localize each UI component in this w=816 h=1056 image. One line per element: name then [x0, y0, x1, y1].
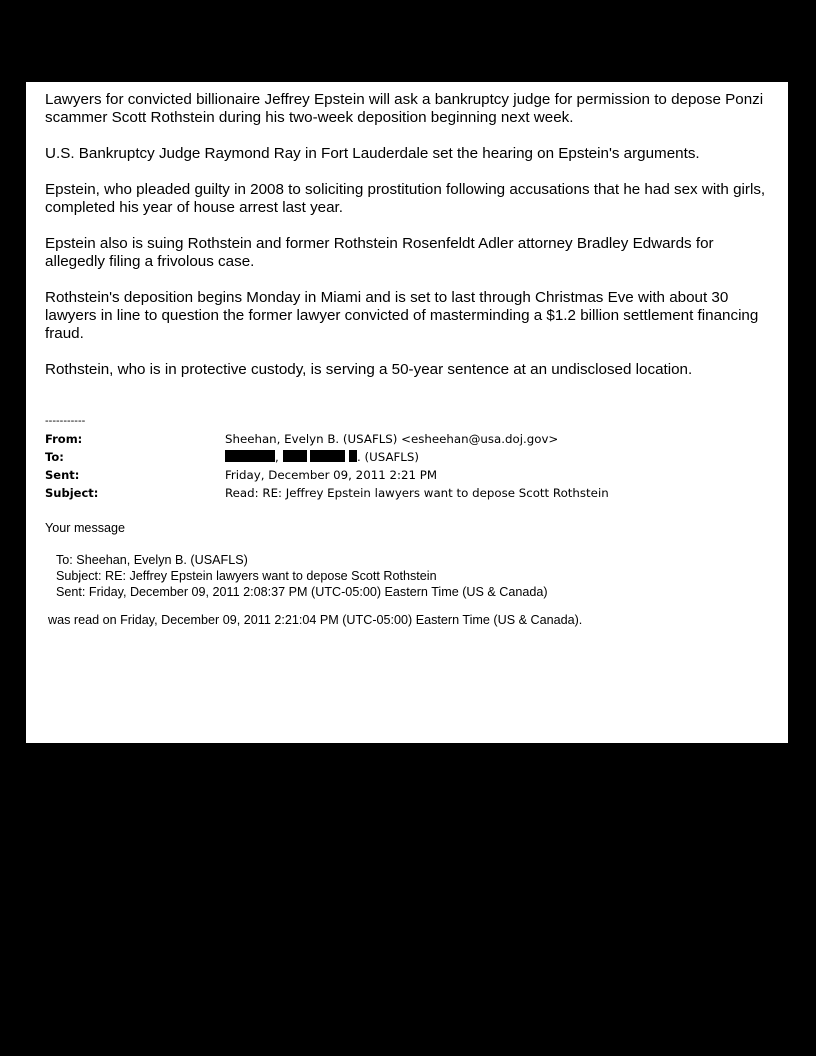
subject-label: Subject:	[45, 486, 99, 500]
receipt-details	[56, 552, 548, 600]
to-value	[225, 448, 419, 466]
article-paragraph: Rothstein's deposition begins Monday in Miami and is set to last through Christmas Eve with about 30 lawyers in line to question the former lawyer convicted of masterminding a $1.2 billion settlement financing fraud.	[45, 289, 759, 342]
redaction-block	[225, 450, 275, 462]
subject-row	[45, 484, 765, 502]
receipt-read-line: was read on Friday, December 09, 2011 2:21:04 PM (UTC-05:00) Eastern Time (US & Canada).	[48, 613, 583, 627]
from-label: From:	[45, 432, 83, 446]
redaction-block	[349, 450, 357, 462]
to-comma: ,	[275, 450, 279, 464]
redaction-block	[310, 450, 345, 462]
receipt-to-line: To: Sheehan, Evelyn B. (USAFLS)	[56, 553, 248, 567]
email-divider: -----------	[45, 415, 86, 427]
from-row	[45, 430, 765, 448]
receipt-subject-line: Subject: RE: Jeffrey Epstein lawyers want to depose Scott Rothstein	[56, 569, 437, 583]
redaction-block	[283, 450, 307, 462]
from-value: Sheehan, Evelyn B. (USAFLS) <esheehan@usa.doj.gov>	[225, 432, 559, 446]
article-paragraph: U.S. Bankruptcy Judge Raymond Ray in Fort Lauderdale set the hearing on Epstein's arguments.	[45, 145, 700, 162]
subject-value: Read: RE: Jeffrey Epstein lawyers want to depose Scott Rothstein	[225, 486, 609, 500]
email-header	[45, 430, 765, 502]
article-paragraph: Epstein also is suing Rothstein and former Rothstein Rosenfeldt Adler attorney Bradley Edwards for allegedly filing a frivolous case.	[45, 235, 714, 270]
receipt-sent-line: Sent: Friday, December 09, 2011 2:08:37 PM (UTC-05:00) Eastern Time (US & Canada)	[56, 585, 548, 599]
article-body	[45, 91, 775, 397]
to-label: To:	[45, 450, 64, 464]
article-paragraph: Lawyers for convicted billionaire Jeffrey Epstein will ask a bankruptcy judge for permission to depose Ponzi scammer Scott Rothstein during his two-week deposition beginning next week.	[45, 91, 764, 126]
to-suffix: . (USAFLS)	[357, 450, 419, 464]
receipt-intro: Your message	[45, 521, 126, 535]
document-page	[26, 82, 788, 743]
sent-row	[45, 466, 765, 484]
sent-value: Friday, December 09, 2011 2:21 PM	[225, 468, 437, 482]
article-paragraph: Epstein, who pleaded guilty in 2008 to soliciting prostitution following accusations that he had sex with girls, completed his year of house arrest last year.	[45, 181, 766, 216]
article-paragraph: Rothstein, who is in protective custody, is serving a 50-year sentence at an undisclosed location.	[45, 361, 693, 378]
to-row	[45, 448, 765, 466]
sent-label: Sent:	[45, 468, 80, 482]
